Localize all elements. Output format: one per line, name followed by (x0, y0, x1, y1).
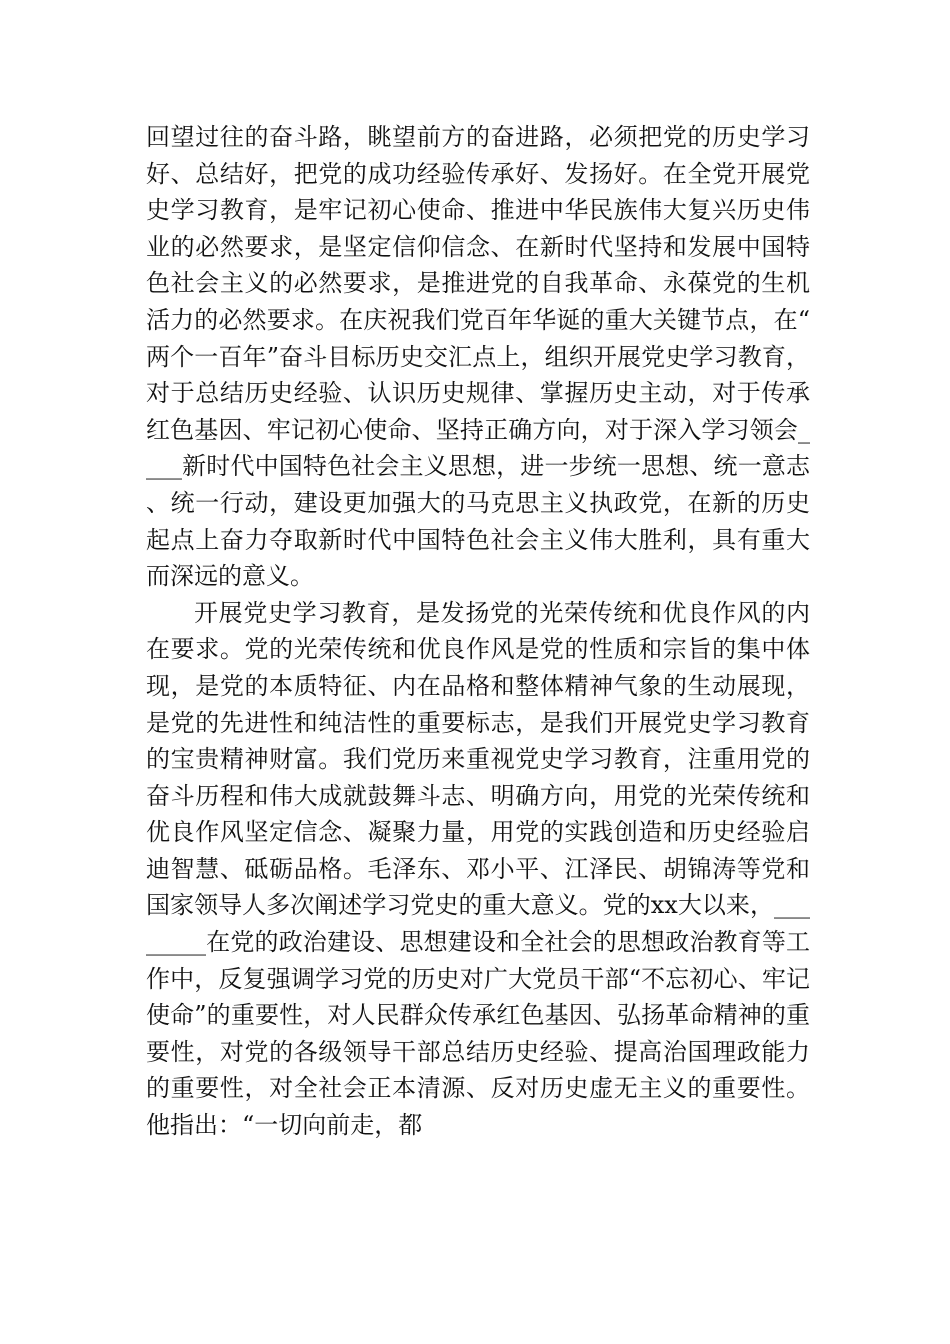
paragraph-1: 回望过往的奋斗路，眺望前方的奋进路，必须把党的历史学习好、总结好，把党的成功经验传承好、发扬好。在全党开展党史学习教育，是牢记初心使命、推进中华民族伟大复兴历史伟业的必然要求，是坚定信仰信念、在新时代坚持和发展中国特色社会主义的必然要求，是推进党的自我革命、永葆党的生机活力的必然要求。在庆祝我们党百年华诞的重大关键节点，在“两个一百年”奋斗目标历史交汇点上，组织开展党史学习教育，对于总结历史经验、认识历史规律、掌握历史主动，对于传承红色基因、牢记初心使命、坚持正确方向，对于深入学习领会____新时代中国特色社会主义思想，进一步统一思想、统一意志、统一行动，建设更加强大的马克思主义执政党，在新的历史起点上奋力夺取新时代中国特色社会主义伟大胜利，具有重大而深远的意义。 (146, 123, 810, 591)
document-body (146, 119, 810, 1144)
paragraph-2: 开展党史学习教育，是发扬党的光荣传统和优良作风的内在要求。党的光荣传统和优良作风是党的性质和宗旨的集中体现，是党的本质特征、内在品格和整体精神气象的生动展现，是党的先进性和纯洁性的重要标志，是我们开展党史学习教育的宝贵精神财富。我们党历来重视党史学习教育，注重用党的奋斗历程和伟大成就鼓舞斗志、明确方向，用党的光荣传统和优良作风坚定信念、凝聚力量，用党的实践创造和历史经验启迪智慧、砥砺品格。毛泽东、邓小平、江泽民、胡锦涛等党和国家领导人多次阐述学习党史的重大意义。党的xx大以来，________在党的政治建设、思想建设和全社会的思想政治教育等工作中，反复强调学习党的历史对广大党员干部“不忘初心、牢记使命”的重要性，对人民群众传承红色基因、弘扬革命精神的重要性，对党的各级领导干部总结历史经验、提高治国理政能力的重要性，对全社会正本清源、反对历史虚无主义的重要性。他指出：“一切向前走，都 (146, 598, 810, 1140)
